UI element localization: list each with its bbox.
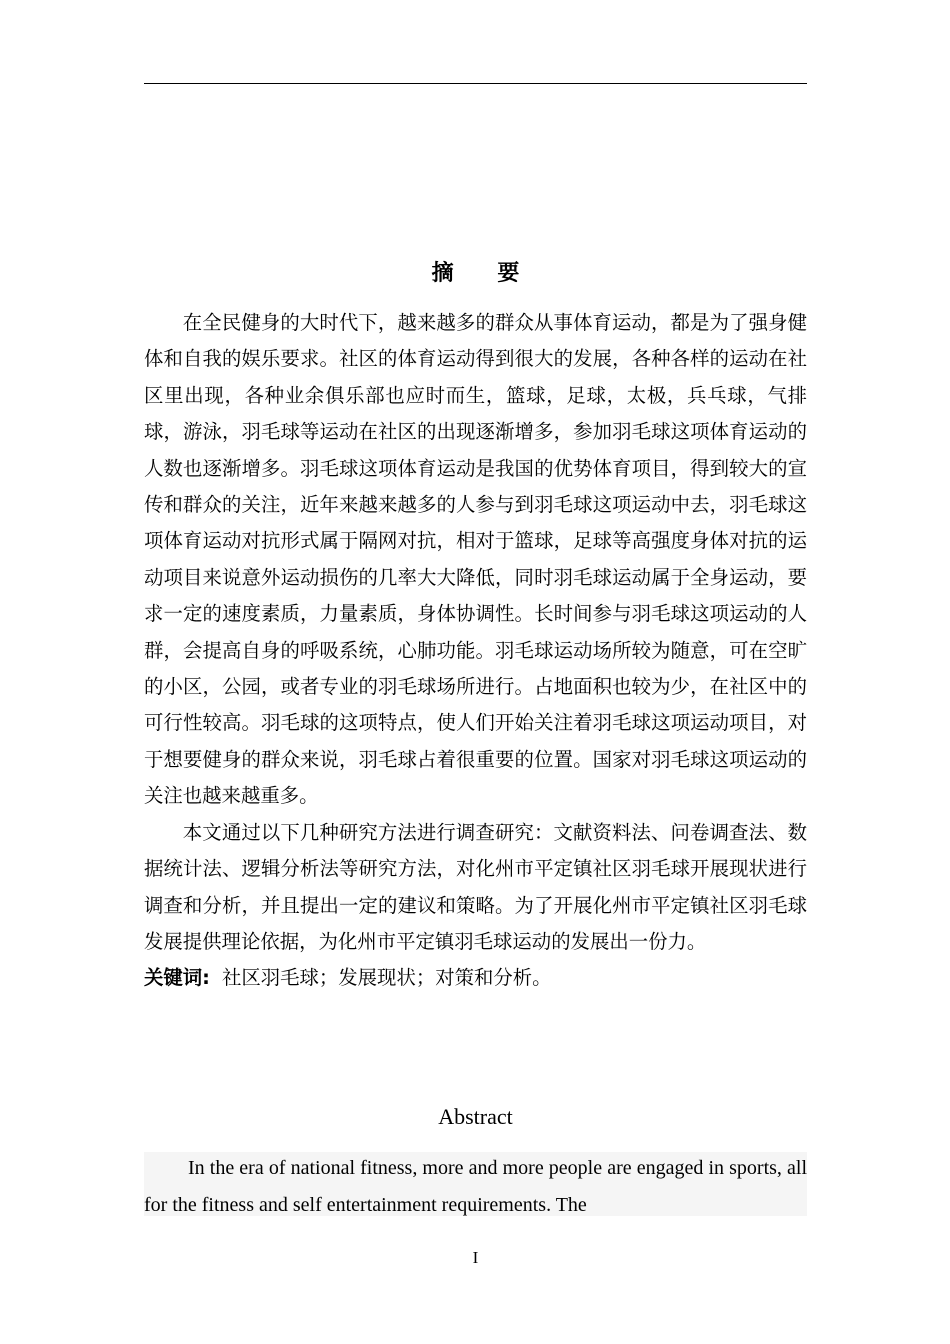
chinese-abstract-title: 摘 要	[431, 261, 538, 286]
header-rule	[144, 83, 807, 84]
chinese-abstract-paragraph-2: 本文通过以下几种研究方法进行调查研究：文献资料法、问卷调查法、数据统计法、逻辑分析法等研究方法，对化州市平定镇社区羽毛球开展现状进行调查和分析，并且提出一定的建议和策略。为了开展化州市平定镇社区羽毛球发展提供理论依据，为化州市平定镇羽毛球运动的发展出一份力。	[144, 820, 807, 953]
keywords-line	[144, 960, 807, 996]
english-abstract-paragraph: In the era of national fitness, more and more people are engaged in sports, all for the fitness and self entertainment requirements. The	[144, 1157, 807, 1216]
english-abstract-title: Abstract	[438, 1104, 513, 1129]
page-number: I	[472, 1248, 479, 1267]
english-abstract-body	[144, 1152, 807, 1216]
keywords-label: 关键词:	[144, 966, 210, 990]
keywords-value: 社区羽毛球；发展现状；对策和分析。	[221, 966, 552, 990]
chinese-abstract-paragraph-1: 在全民健身的大时代下，越来越多的群众从事体育运动，都是为了强身健体和自我的娱乐要求。社区的体育运动得到很大的发展，各种各样的运动在社区里出现，各种业余俱乐部也应时而生，篮球，足球，太极，兵乓球，气排球，游泳，羽毛球等运动在社区的出现逐渐增多，参加羽毛球这项体育运动的人数也逐渐增多。羽毛球这项体育运动是我国的优势体育项目，得到较大的宣传和群众的关注，近年来越来越多的人参与到羽毛球这项运动中去，羽毛球这项体育运动对抗形式属于隔网对抗，相对于篮球，足球等高强度身体对抗的运动项目来说意外运动损伤的几率大大降低，同时羽毛球运动属于全身运动，要求一定的速度素质，力量素质，身体协调性。长时间参与羽毛球这项运动的人群，会提高自身的呼吸系统，心肺功能。羽毛球运动场所较为随意，可在空旷的小区，公园，或者专业的羽毛球场所进行。占地面积也较为少，在社区中的可行性较高。羽毛球的这项特点，使人们开始关注着羽毛球这项运动项目，对于想要健身的群众来说，羽毛球占着很重要的位置。国家对羽毛球这项运动的关注也越来越重多。	[144, 311, 807, 808]
chinese-abstract-body	[144, 305, 807, 997]
